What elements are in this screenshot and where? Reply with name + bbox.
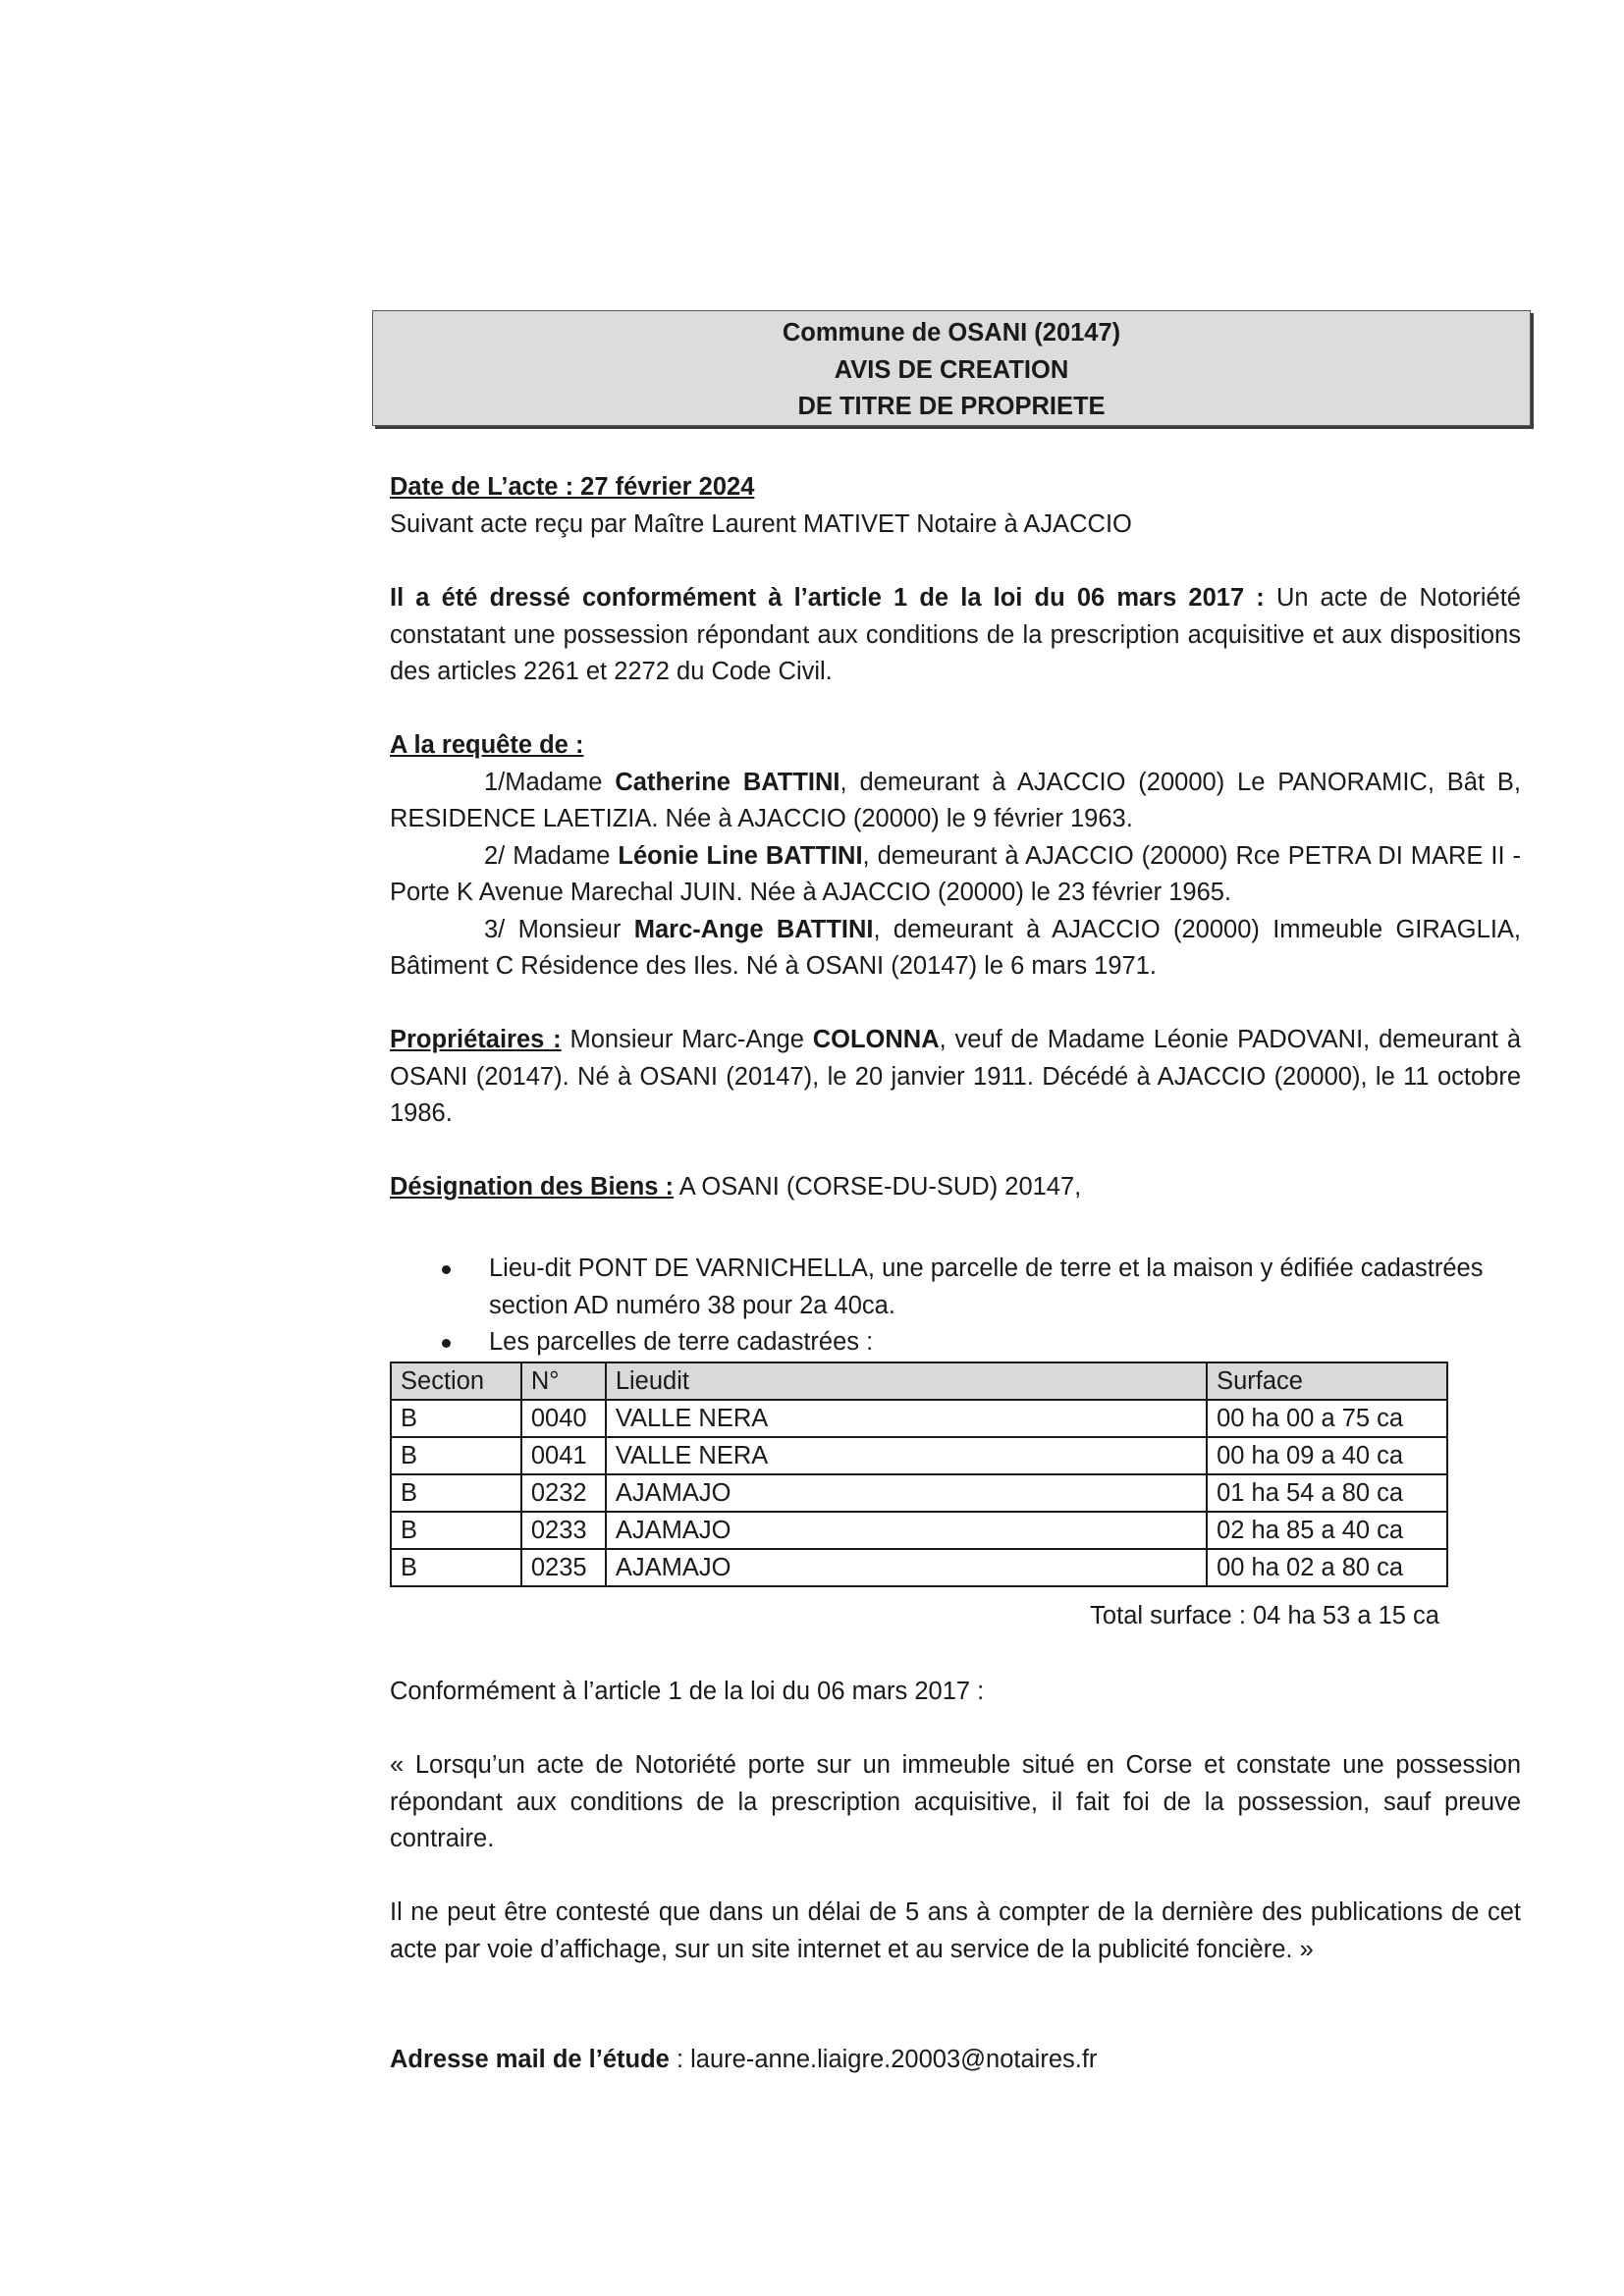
- contact-section: [390, 2042, 1521, 2079]
- cell-numero: 0235: [521, 1549, 606, 1586]
- cell-section: B: [391, 1549, 521, 1586]
- requerant-1-name: Catherine BATTINI: [615, 768, 840, 796]
- cell-numero: 0040: [521, 1400, 606, 1437]
- proprietaires-details: , veuf de Madame Léonie PADOVANI, demeurant à OSANI (20147). Né à OSANI (20147), le 20 janvier 1911. Décédé à AJACCIO (20000), le 11 octobre 1986.: [390, 1026, 1521, 1127]
- cell-surface: 00 ha 02 a 80 ca: [1207, 1549, 1447, 1586]
- cell-lieudit: VALLE NERA: [606, 1400, 1207, 1437]
- cell-numero: 0232: [521, 1474, 606, 1512]
- loi-quote-2-text: Il ne peut être contesté que dans un délai de 5 ans à compter de la dernière des publications de cet acte par voie d’affichage, sur un site internet et au service de la publicité foncière. »: [390, 1898, 1521, 1963]
- cell-section: B: [391, 1474, 521, 1512]
- table-row: [391, 1512, 1447, 1549]
- requerant-2: [390, 838, 1521, 912]
- cell-lieudit: VALLE NERA: [606, 1437, 1207, 1474]
- proprietaires-pre: Monsieur Marc-Ange: [561, 1026, 813, 1053]
- requerant-3-name: Marc-Ange BATTINI: [633, 915, 874, 943]
- intro-rest: Un acte de Notoriété constatant une possession répondant aux conditions de la prescription acquisitive et aux dispositions des articles 2261 et 2272 du Code Civil.: [390, 584, 1521, 685]
- loi-section: [390, 1674, 1521, 1711]
- title-box: [372, 310, 1531, 426]
- header-lieudit: Lieudit: [606, 1362, 1207, 1400]
- cell-lieudit: AJAMAJO: [606, 1474, 1207, 1512]
- bullet-item: [390, 1324, 1521, 1362]
- acte-date: Date de L’acte : 27 février 2024: [390, 473, 755, 501]
- contact-email[interactable]: laure-anne.liaigre.20003@notaires.fr: [690, 2046, 1098, 2073]
- designation-bullets: [390, 1251, 1521, 1362]
- cell-surface: 02 ha 85 a 40 ca: [1207, 1512, 1447, 1549]
- bullet-icon: [442, 1265, 451, 1274]
- acte-section: [390, 469, 1521, 543]
- cell-section: B: [391, 1400, 521, 1437]
- designation-section: [390, 1169, 1521, 1206]
- titre-title: DE TITRE DE PROPRIETE: [797, 393, 1106, 420]
- requerant-2-prefix: 2/ Madame: [484, 841, 619, 870]
- cell-surface: 01 ha 54 a 80 ca: [1207, 1474, 1447, 1512]
- designation-paragraph: [390, 1169, 1521, 1206]
- intro-bold: Il a été dressé conformément à l’article 1 de la loi du 06 mars 2017 :: [390, 584, 1265, 612]
- bullet-item: [390, 1251, 1521, 1324]
- bullet-text: Lieu-dit PONT DE VARNICHELLA, une parcelle de terre et la maison y édifiée cadastrées section AD numéro 38 pour 2a 40ca.: [489, 1255, 1484, 1319]
- requerant-2-name: Léonie Line BATTINI: [618, 841, 863, 870]
- cell-numero: 0233: [521, 1512, 606, 1549]
- contact-separator: :: [669, 2046, 691, 2073]
- requerant-3-details: , demeurant à AJACCIO (20000) Immeuble GIRAGLIA, Bâtiment C Résidence des Iles. Né à OSANI (20147) le 6 mars 1971.: [390, 915, 1521, 980]
- requete-label: A la requête de :: [390, 731, 584, 759]
- designation-location: A OSANI (CORSE-DU-SUD) 20147,: [674, 1173, 1082, 1201]
- proprietaires-name: COLONNA: [812, 1026, 940, 1053]
- requete-section: [390, 727, 1521, 986]
- contact-label: Adresse mail de l’étude: [390, 2046, 670, 2073]
- header-section: Section: [391, 1362, 521, 1400]
- cell-lieudit: AJAMAJO: [606, 1549, 1207, 1586]
- cell-lieudit: AJAMAJO: [606, 1512, 1207, 1549]
- table-row: [391, 1400, 1447, 1437]
- table-row: [391, 1474, 1447, 1512]
- requerant-1-details: , demeurant à AJACCIO (20000) Le PANORAMIC, Bât B, RESIDENCE LAETIZIA. Née à AJACCIO (20000) le 9 février 1963.: [390, 768, 1522, 832]
- intro-paragraph: [390, 580, 1521, 691]
- bullet-icon: [442, 1339, 451, 1348]
- requerant-2-details: , demeurant à AJACCIO (20000) Rce PETRA DI MARE II - Porte K Avenue Marechal JUIN. Née à AJACCIO (20000) le 23 février 1965.: [390, 841, 1521, 906]
- avis-title: AVIS DE CREATION: [834, 355, 1069, 384]
- requerant-1-prefix: 1/Madame: [484, 768, 616, 796]
- bullet-text: Les parcelles de terre cadastrées :: [489, 1328, 874, 1356]
- proprietaires-section: [390, 1022, 1521, 1133]
- header-numero: N°: [521, 1362, 606, 1400]
- cell-surface: 00 ha 09 a 40 ca: [1207, 1437, 1447, 1474]
- requerant-3-prefix: 3/ Monsieur: [484, 915, 634, 943]
- total-surface: Total surface : 04 ha 53 a 15 ca: [1090, 1602, 1439, 1629]
- cell-numero: 0041: [521, 1437, 606, 1474]
- table-row: [391, 1437, 1447, 1474]
- table-row: [391, 1549, 1447, 1586]
- loi-intro: Conformément à l’article 1 de la loi du 06 mars 2017 :: [390, 1678, 985, 1705]
- acte-notaire: Suivant acte reçu par Maître Laurent MATIVET Notaire à AJACCIO: [390, 509, 1132, 538]
- cell-section: B: [391, 1512, 521, 1549]
- intro-section: [390, 580, 1521, 691]
- table-header-row: [391, 1362, 1447, 1400]
- commune-title: Commune de OSANI (20147): [782, 319, 1121, 347]
- loi-quote-1: [390, 1747, 1521, 1858]
- parcels-table: [390, 1362, 1448, 1587]
- proprietaires-paragraph: [390, 1022, 1521, 1133]
- cell-surface: 00 ha 00 a 75 ca: [1207, 1400, 1447, 1437]
- cell-section: B: [391, 1437, 521, 1474]
- requerant-1: [390, 765, 1521, 838]
- contact-line: [390, 2042, 1521, 2079]
- loi-quote-1-text: « Lorsqu’un acte de Notoriété porte sur un immeuble situé en Corse et constate une possession répondant aux conditions de la prescription acquisitive, il fait foi de la possession, sauf preuve contraire.: [390, 1751, 1521, 1852]
- designation-label: Désignation des Biens :: [390, 1173, 675, 1201]
- loi-quote-2: [390, 1895, 1521, 1968]
- proprietaires-label: Propriétaires :: [390, 1026, 562, 1053]
- header-surface: Surface: [1207, 1362, 1447, 1400]
- requerant-3: [390, 912, 1521, 986]
